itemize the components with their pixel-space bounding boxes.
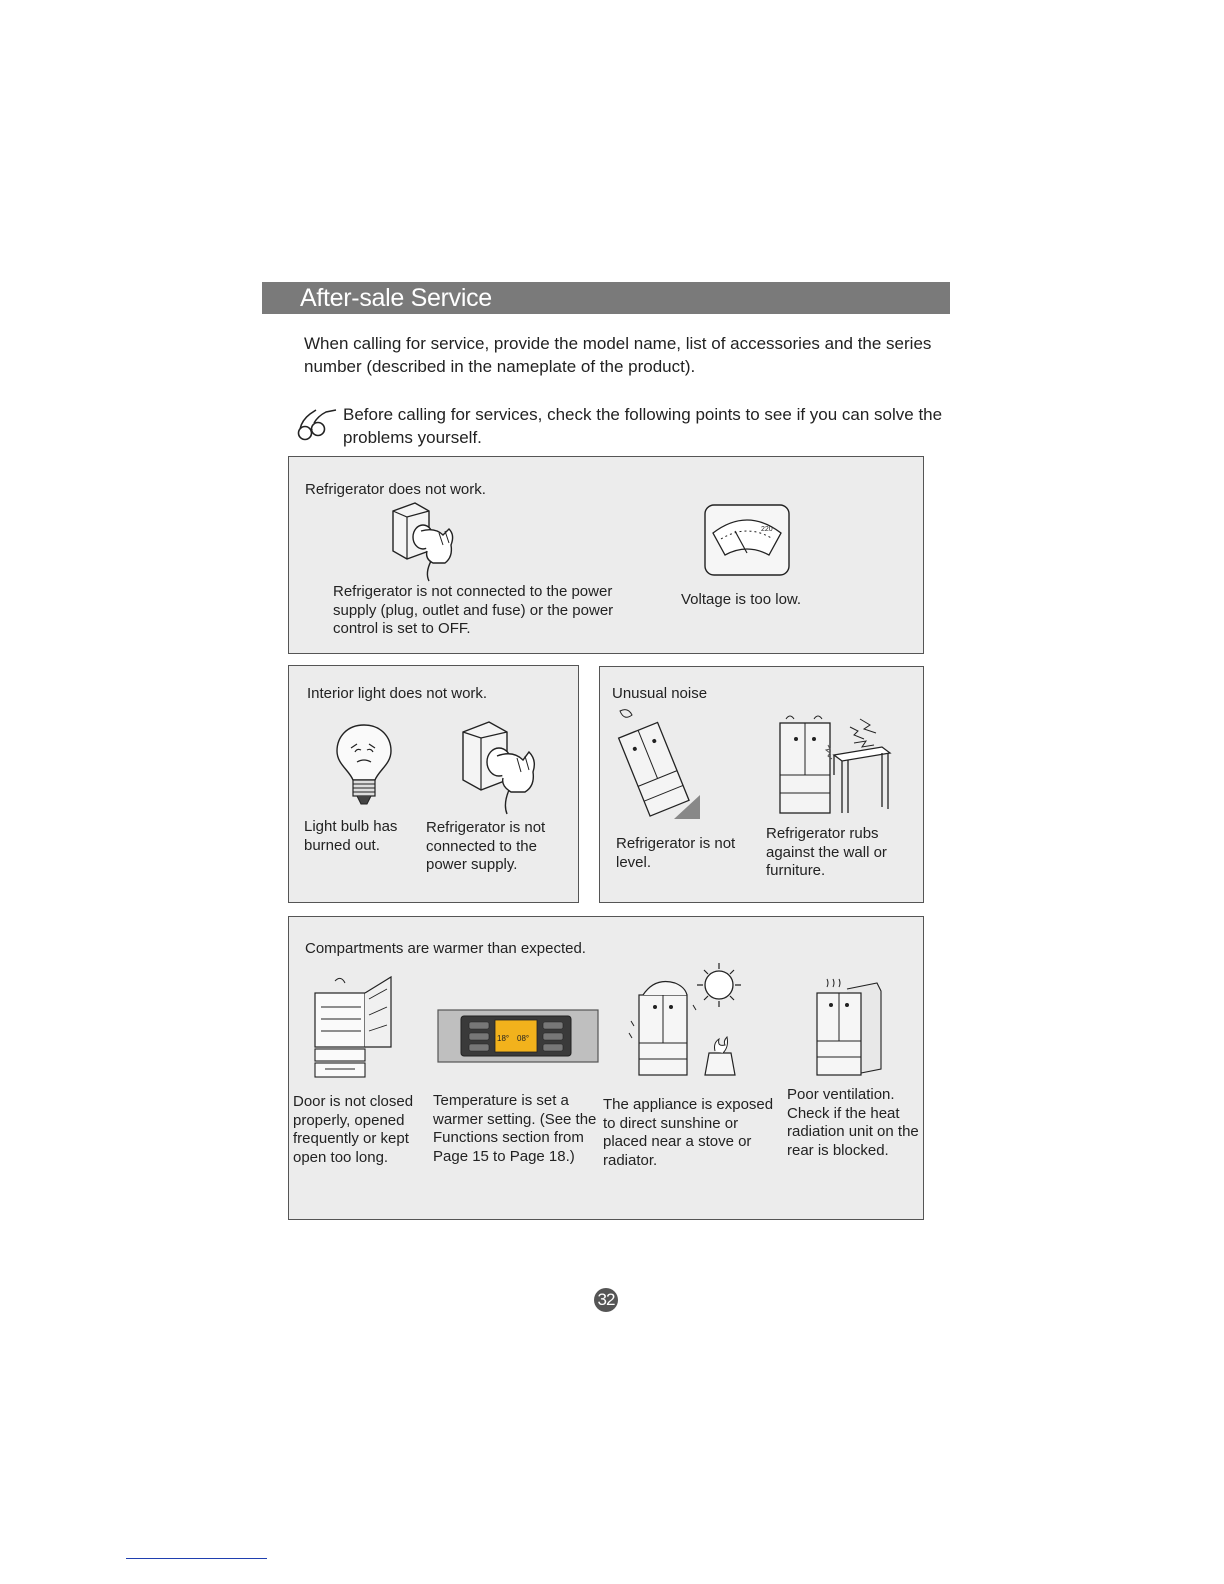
control-display-icon xyxy=(437,1009,599,1063)
footer-divider xyxy=(126,1558,267,1559)
panel-title: Unusual noise xyxy=(612,685,708,702)
cause-door-not-closed: Door is not closed properly, opened frequently or kept open too long. xyxy=(293,1093,414,1166)
intro-paragraph: When calling for service, provide the model name, list of accessories and the series number (described in the nameplate of the product). xyxy=(304,334,932,376)
check-note: Before calling for services, check the following points to see if you can solve the problems yourself. xyxy=(343,405,943,447)
tilted-fridge-icon xyxy=(614,707,700,819)
cause-rubs-wall: Refrigerator rubs against the wall or furniture. xyxy=(766,825,887,879)
page-number: 32 xyxy=(594,1288,618,1312)
panel-warmer-than-expected xyxy=(288,916,924,1220)
burned-bulb-icon xyxy=(333,722,395,810)
cause-warmer-setting: Temperature is set a warmer setting. (See the Functions section from Page 15 to Page 18.) xyxy=(433,1092,597,1165)
cause-not-connected: Refrigerator is not connected to the power supply (plug, outlet and fuse) or the power control is set to OFF. xyxy=(333,583,614,637)
cause-not-level: Refrigerator is not level. xyxy=(616,835,736,871)
open-door-fridge-icon xyxy=(311,973,397,1081)
cause-low-voltage: Voltage is too low. xyxy=(681,591,802,608)
plug-outlet-icon xyxy=(457,720,547,816)
panel-title: Interior light does not work. xyxy=(307,685,488,702)
plug-outlet-icon xyxy=(385,501,465,583)
page-title: After-sale Service xyxy=(300,284,492,312)
display-left-temp: 18° xyxy=(497,1034,510,1043)
ventilation-fridge-icon xyxy=(807,971,891,1081)
fridge-against-furniture-icon xyxy=(774,713,896,821)
cause-bulb-burned: Light bulb has burned out. xyxy=(304,818,398,854)
panel-interior-light xyxy=(288,665,579,903)
panel-title: Refrigerator does not work. xyxy=(305,481,486,498)
cause-not-connected: Refrigerator is not connected to the power supply. xyxy=(426,819,546,873)
voltmeter-icon xyxy=(703,503,791,577)
glasses-icon xyxy=(296,408,340,442)
cause-sunshine-stove: The appliance is exposed to direct sunshine or placed near a stove or radiator. xyxy=(603,1096,774,1169)
voltmeter-label: 220 xyxy=(761,526,773,533)
panel-unusual-noise xyxy=(599,666,924,903)
sunshine-stove-fridge-icon xyxy=(625,961,761,1079)
display-right-temp: 08° xyxy=(517,1034,530,1043)
section-header-bar xyxy=(262,282,950,314)
panel-does-not-work xyxy=(288,456,924,654)
panel-title: Compartments are warmer than expected. xyxy=(305,940,586,957)
cause-poor-ventilation: Poor ventilation. Check if the heat radiation unit on the rear is blocked. xyxy=(787,1086,919,1159)
